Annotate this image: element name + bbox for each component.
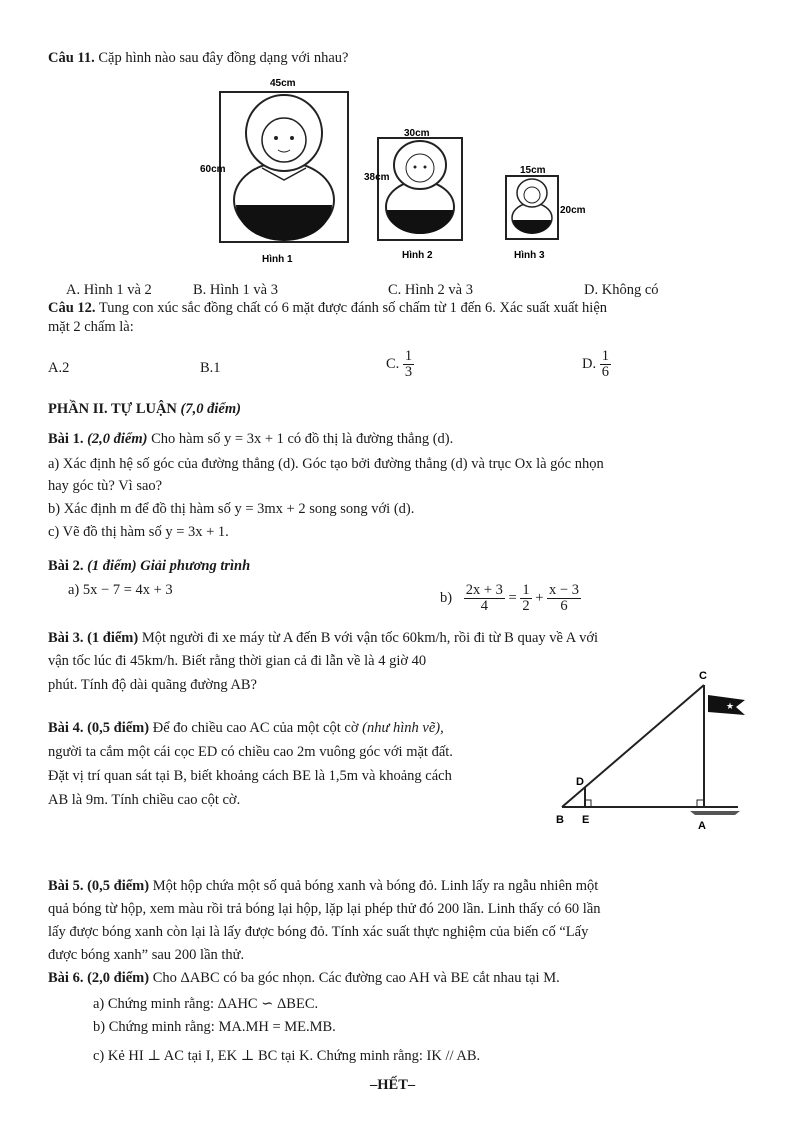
bai2-b-label: b) bbox=[440, 590, 453, 607]
fig1-width: 45cm bbox=[270, 78, 296, 89]
bai3-text-1: Một người đi xe máy từ A đến B với vận tốc 60km/h, rồi đi từ B quay về A với bbox=[141, 630, 599, 646]
part2-title: PHẦN II. TỰ LUẬN bbox=[48, 401, 177, 417]
q11-option-b: B. Hình 1 và 3 bbox=[193, 282, 278, 298]
end-mark: –HẾT– bbox=[370, 1077, 416, 1093]
bai5-line2: quả bóng từ hộp, xem màu rồi trả bóng lại hộp, lặp lại phép thử đó 200 lần. Linh thấy có 60 lần bbox=[48, 901, 601, 917]
q12-option-d-fraction: $\frac{1}{6}$ bbox=[601, 348, 609, 381]
figure-1 bbox=[200, 78, 348, 265]
point-e: E bbox=[582, 814, 590, 826]
figure-3 bbox=[506, 165, 586, 261]
bai5-text-1: Một hộp chứa một số quả bóng xanh và bóng đỏ. Linh lấy ra ngẫu nhiên một bbox=[152, 878, 599, 894]
bai5-line1 bbox=[48, 878, 598, 895]
point-c: C bbox=[699, 670, 707, 682]
bai4-line3: Đặt vị trí quan sát tại B, biết khoảng cách BE là 1,5m và khoảng cách bbox=[48, 768, 452, 784]
q11-option-a: A. Hình 1 và 2 bbox=[66, 282, 152, 298]
bai2-b-plus: + bbox=[535, 590, 544, 607]
bai5-line3: lấy được bóng xanh còn lại là lấy được bóng đỏ. Tính xác suất thực nghiệm của biến cố “Lấy bbox=[48, 924, 589, 940]
point-b: B bbox=[556, 814, 564, 826]
bai2-title: (1 điểm) Giải phương trình bbox=[87, 558, 251, 574]
q12-text: Tung con xúc sắc đồng chất có 6 mặt được đánh số chấm từ 1 đến 6. Xác suất xuất hiện bbox=[98, 300, 608, 316]
bai1-intro: Cho hàm số y = 3x + 1 có đồ thị là đường thẳng (d). bbox=[151, 431, 454, 447]
q12-line2: mặt 2 chấm là: bbox=[48, 319, 134, 335]
bai4-text-1a: Để đo chiều cao AC của một cột cờ bbox=[152, 720, 359, 736]
bai4-line1 bbox=[48, 720, 444, 737]
bai1-label: Bài 1. bbox=[48, 431, 84, 447]
bai6-a: a) Chứng minh rằng: ΔAHC ∽ ΔBEC. bbox=[93, 996, 319, 1012]
fig1-caption: Hình 1 bbox=[262, 254, 293, 265]
fig3-height: 20cm bbox=[560, 205, 586, 216]
bai2-label: Bài 2. bbox=[48, 558, 84, 574]
bai2-b-equals: = bbox=[508, 590, 517, 607]
bai3-line2: vận tốc lúc đi 45km/h. Biết rằng thời gian cả đi lẫn về là 4 giờ 40 bbox=[48, 653, 427, 669]
bai6-label: Bài 6. (2,0 điểm) bbox=[48, 970, 150, 986]
fig2-caption: Hình 2 bbox=[402, 250, 433, 261]
bai4-flagpole-figure bbox=[540, 665, 780, 835]
q12-option-c-fraction: $\frac{1}{3}$ bbox=[404, 348, 413, 381]
bai1-b: b) Xác định m để đồ thị hàm số y = 3mx + 2 song song với (d). bbox=[48, 501, 415, 517]
bai6-b: b) Chứng minh rằng: MA.MH = ME.MB. bbox=[93, 1019, 336, 1035]
q12-option-d bbox=[582, 349, 611, 380]
bai2-b-fraction-2: $\frac{1}{2}$ bbox=[522, 582, 530, 615]
bai2-b-fraction-1: $\frac{2x + 3}{4}$ bbox=[465, 582, 503, 615]
bai1-a-line1: a) Xác định hệ số góc của đường thẳng (d). Góc tạo bởi đường thẳng (d) và trục Ox là góc nhọn bbox=[48, 456, 604, 472]
bai6-c: c) Kẻ HI ⊥ AC tại I, EK ⊥ BC tại K. Chứng minh rằng: IK // AB. bbox=[93, 1048, 481, 1064]
q12-option-c bbox=[386, 349, 414, 380]
bai6-intro: Cho ΔABC có ba góc nhọn. Các đường cao AH và BE cắt nhau tại M. bbox=[152, 970, 560, 986]
bai6-intro-line bbox=[48, 970, 560, 987]
part2-heading bbox=[48, 401, 241, 418]
bai2-heading bbox=[48, 558, 250, 575]
q12-line1 bbox=[48, 300, 607, 317]
bai1-a-line2: hay góc tù? Vì sao? bbox=[48, 478, 163, 494]
fig1-height: 60cm bbox=[200, 164, 226, 175]
q12-option-a: A.2 bbox=[48, 360, 70, 376]
bai4-label: Bài 4. (0,5 điểm) bbox=[48, 720, 150, 736]
bai5-label: Bài 5. (0,5 điểm) bbox=[48, 878, 150, 894]
bai2-b bbox=[440, 583, 581, 614]
bai3-line1 bbox=[48, 630, 598, 647]
fig2-width: 30cm bbox=[404, 128, 430, 139]
fig3-width: 15cm bbox=[520, 165, 546, 176]
q12-option-c-label: C. bbox=[386, 356, 400, 373]
bai4-line2: người ta cắm một cái cọc ED có chiều cao 2m vuông góc với mặt đất. bbox=[48, 744, 453, 760]
q11-label: Câu 11. bbox=[48, 50, 95, 66]
svg-text:★: ★ bbox=[726, 701, 735, 711]
bai4-text-1b: (như hình vẽ), bbox=[362, 720, 444, 736]
bai2-a: a) 5x − 7 = 4x + 3 bbox=[68, 582, 173, 598]
bai4-line4: AB là 9m. Tính chiều cao cột cờ. bbox=[48, 792, 241, 808]
q12-option-b: B.1 bbox=[200, 360, 221, 376]
bai3-label: Bài 3. (1 điểm) bbox=[48, 630, 139, 646]
q11-option-c: C. Hình 2 và 3 bbox=[388, 282, 473, 298]
bai3-line3: phút. Tính độ dài quãng đường AB? bbox=[48, 677, 257, 693]
q11-figures bbox=[0, 0, 794, 280]
point-d: D bbox=[576, 776, 584, 788]
bai5-line4: được bóng xanh” sau 200 lần thử. bbox=[48, 947, 245, 963]
bai1-points: (2,0 điểm) bbox=[87, 431, 148, 447]
fig3-caption: Hình 3 bbox=[514, 250, 545, 261]
bai1-c: c) Vẽ đồ thị hàm số y = 3x + 1. bbox=[48, 524, 229, 540]
q12-label: Câu 12. bbox=[48, 300, 96, 316]
figure-2 bbox=[364, 128, 462, 261]
q12-option-d-label: D. bbox=[582, 356, 597, 373]
q11-text: Cặp hình nào sau đây đồng dạng với nhau? bbox=[98, 50, 349, 66]
fig2-height: 38cm bbox=[364, 172, 390, 183]
point-a: A bbox=[698, 820, 706, 832]
bai2-b-fraction-3: $\frac{x - 3}{6}$ bbox=[549, 582, 579, 615]
q11-option-d: D. Không có bbox=[584, 282, 659, 298]
part2-points: (7,0 điểm) bbox=[180, 401, 241, 417]
bai1-intro-line bbox=[48, 431, 453, 448]
